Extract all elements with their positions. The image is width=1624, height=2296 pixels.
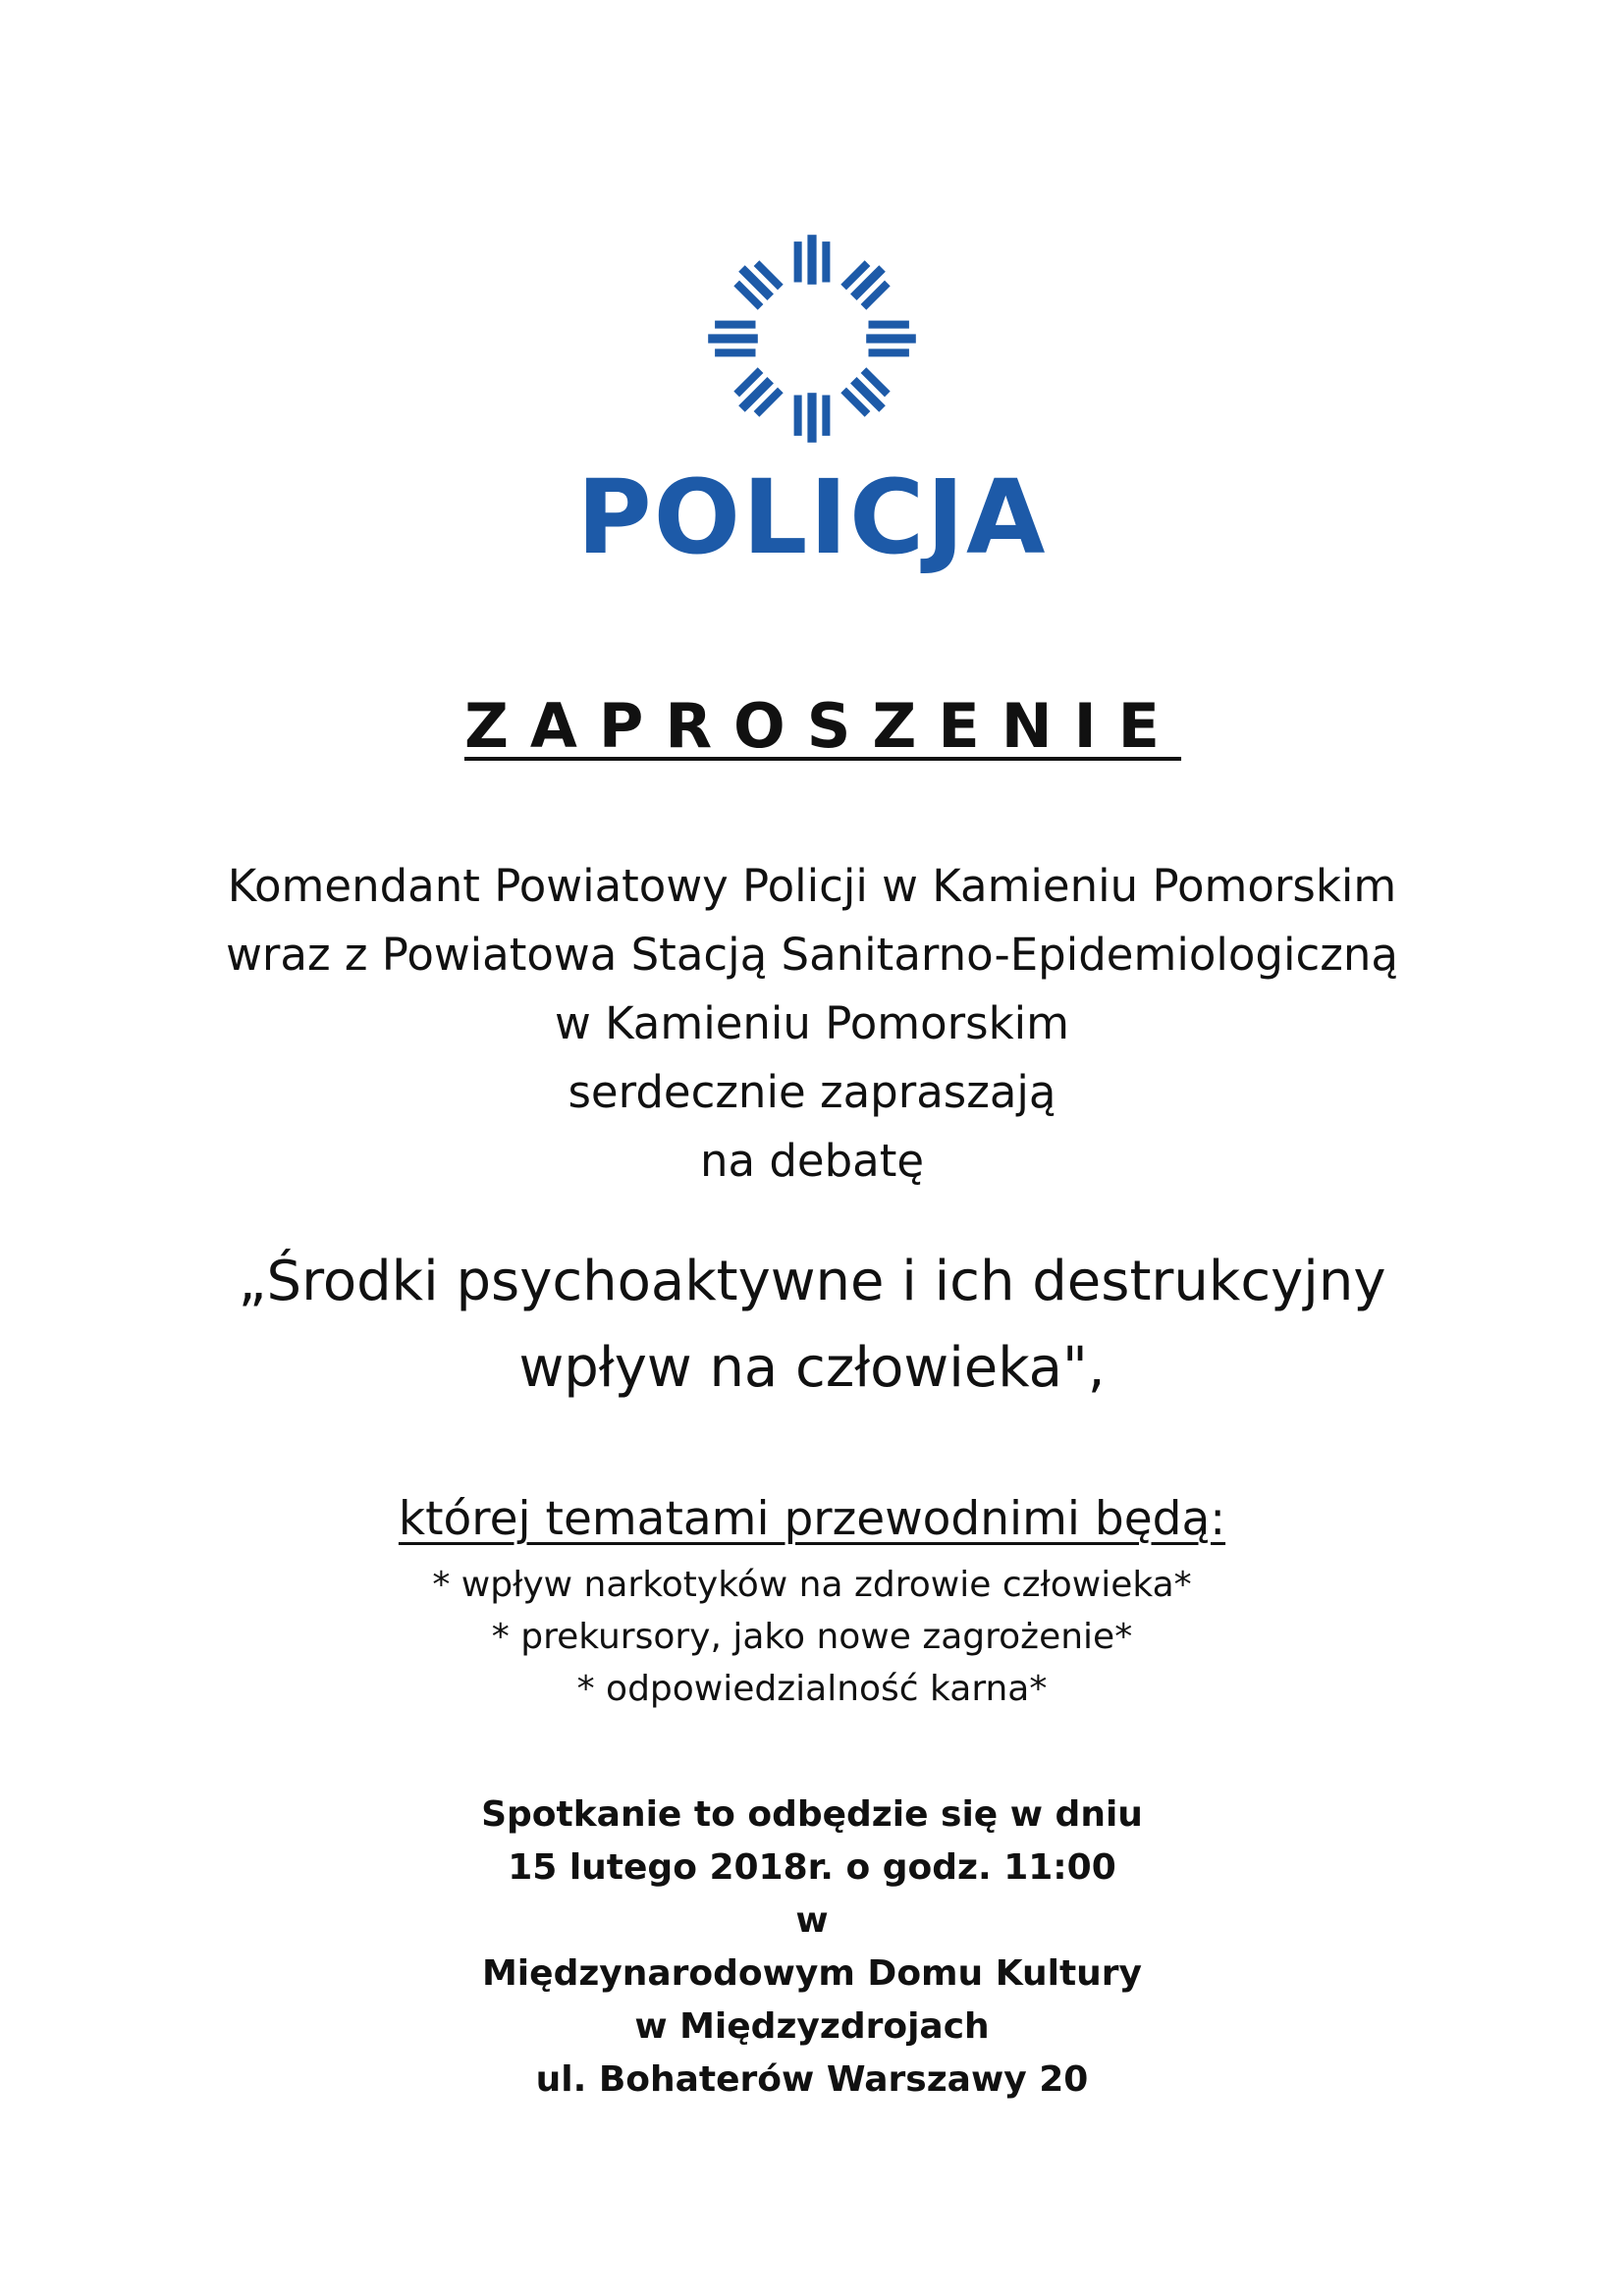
topic-line: „Środki psychoaktywne i ich destrukcyjny [238,1250,1386,1313]
intro-line: serdecznie zapraszają [568,1066,1056,1118]
debate-topic [0,1239,1624,1412]
intro-line: Komendant Powiatowy Policji w Kamieniu Pomorskim [227,860,1397,912]
police-wordmark: POLICJA [576,457,1048,577]
title-text: ZAPROSZENIE [463,690,1182,762]
themes-list [0,1559,1624,1715]
police-logo [0,226,1624,577]
meeting-town: w Międzyzdrojach [634,2006,990,2047]
meeting-details [0,1789,1624,2107]
theme-item: * wpływ narkotyków na zdrowie człowieka* [432,1565,1192,1605]
meeting-venue: Międzynarodowym Domu Kultury [481,1953,1143,1994]
topic-line: wpływ na człowieka", [518,1336,1106,1400]
intro-block [0,852,1624,1196]
invitation-title [0,687,1624,766]
police-star-icon [699,226,925,452]
meeting-date: 15 lutego 2018r. o godz. 11:00 [508,1847,1116,1888]
intro-line: na debatę [699,1135,925,1187]
theme-item: * prekursory, jako nowe zagrożenie* [491,1617,1133,1657]
themes-heading-text: której tematami przewodnimi będą: [398,1492,1226,1546]
intro-line: w Kamieniu Pomorskim [554,997,1070,1049]
theme-item: * odpowiedzialność karna* [576,1669,1048,1709]
themes-heading [0,1490,1624,1549]
meeting-line: Spotkanie to odbędzie się w dniu [481,1794,1143,1835]
meeting-address: ul. Bohaterów Warszawy 20 [535,2059,1089,2100]
intro-line: wraz z Powiatowa Stacją Sanitarno-Epidemiologiczną [226,929,1398,981]
meeting-line: w [795,1900,829,1941]
